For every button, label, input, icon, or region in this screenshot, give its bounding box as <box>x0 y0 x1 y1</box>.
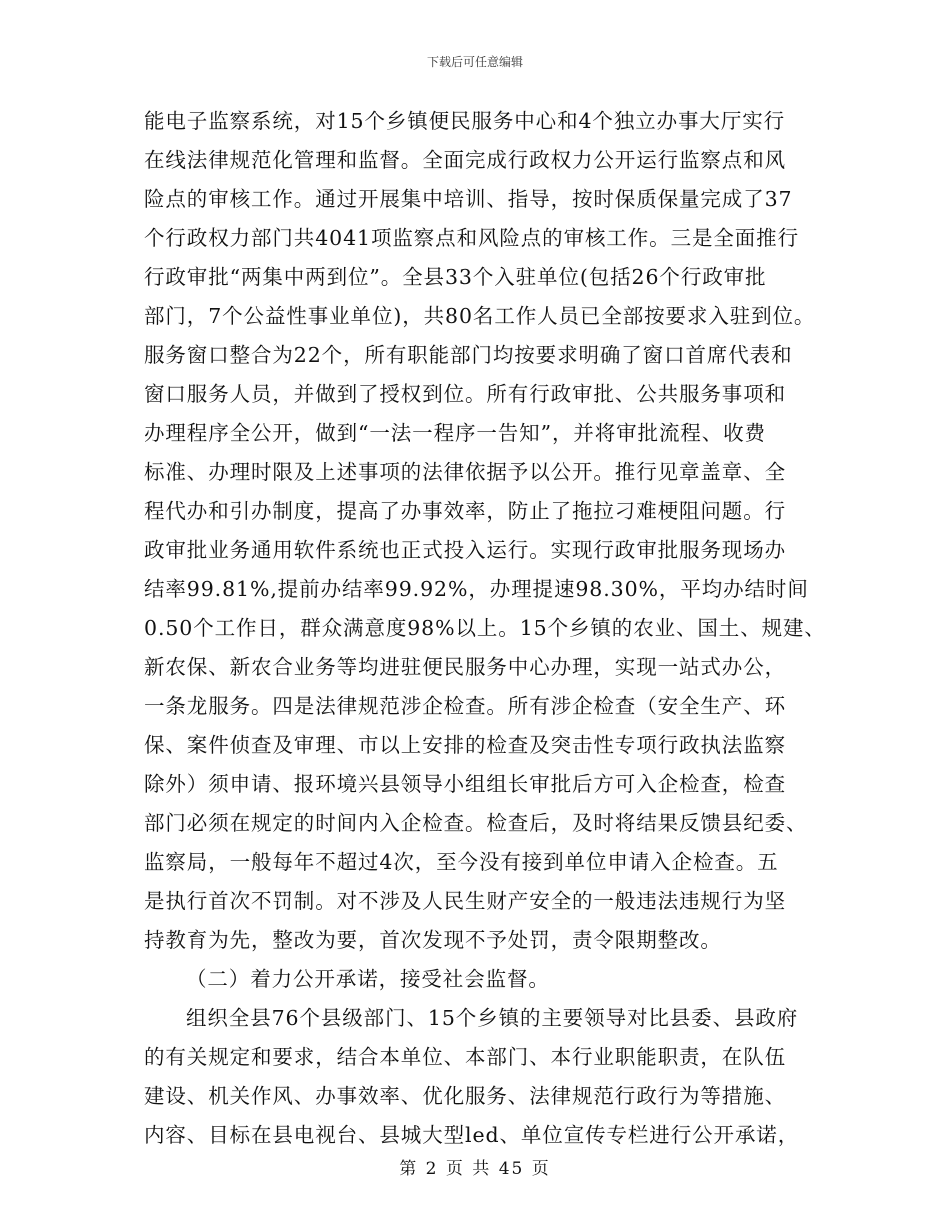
text-line: 的有关规定和要求，结合本单位、本部门、本行业职能职责，在队伍 <box>144 1045 786 1069</box>
text-line: 是执行首次不罚制。对不涉及人民生财产安全的一般违法违规行为坚 <box>144 889 786 913</box>
text-line: 办理程序全公开，做到“一法一程序一告知”，并将审批流程、收费 <box>144 421 766 445</box>
text-line: 持教育为先，整改为要，首次发现不予处罚，责令限期整改。 <box>144 928 722 952</box>
text-line: 险点的审核工作。通过开展集中培训、指导，按时保质保量完成了37 <box>144 187 793 211</box>
text-line: 监察局，一般每年不超过4次，至今没有接到单位申请入企检查。五 <box>144 850 779 874</box>
section-heading: （二）着力公开承诺，接受社会监督。 <box>186 967 550 991</box>
text-line: 政审批业务通用软件系统也正式投入运行。实现行政审批服务现场办 <box>144 538 786 562</box>
text-line: 结率99.81%,提前办结率99.92%，办理提速98.30%，平均办结时间 <box>144 577 809 601</box>
text-line: 窗口服务人员，并做到了授权到位。所有行政审批、公共服务事项和 <box>144 382 786 406</box>
text-line: 程代办和引办制度，提高了办事效率，防止了拖拉刁难梗阻问题。行 <box>144 499 786 523</box>
text-line: 部门，7个公益性事业单位)，共80名工作人员已全部按要求入驻到位。 <box>144 304 816 328</box>
text-line: 服务窗口整合为22个，所有职能部门均按要求明确了窗口首席代表和 <box>144 343 793 367</box>
text-line: 行政审批“两集中两到位”。全县33个入驻单位(包括26个行政审批 <box>144 265 767 289</box>
text-line: 一条龙服务。四是法律规范涉企检查。所有涉企检查（安全生产、环 <box>144 694 786 718</box>
text-line: 能电子监察系统，对15个乡镇便民服务中心和4个独立办事大厅实行 <box>144 109 786 133</box>
text-line: 新农保、新农合业务等均进驻便民服务中心办理，实现一站式办公， <box>144 655 786 679</box>
text-line: 在线法律规范化管理和监督。全面完成行政权力公开运行监察点和风 <box>144 148 786 172</box>
text-line: 标准、办理时限及上述事项的法律依据予以公开。推行见章盖章、全 <box>144 460 786 484</box>
text-line: 保、案件侦查及审理、市以上安排的检查及突击性专项行政执法监察 <box>144 733 786 757</box>
page-header: 下载后可任意编辑 <box>426 55 523 69</box>
text-line: 0.50个工作日，群众满意度98%以上。15个乡镇的农业、国土、规建、 <box>144 616 826 640</box>
text-line: 个行政权力部门共4041项监察点和风险点的审核工作。三是全面推行 <box>144 226 799 250</box>
text-line: 部门必须在规定的时间内入企检查。检查后，及时将结果反馈县纪委、 <box>144 811 808 835</box>
text-line: 除外）须申请、报环境兴县领导小组组长审批后方可入企检查，检查 <box>144 772 786 796</box>
page-footer: 第 2 页 共 45 页 <box>399 1159 551 1179</box>
text-line: 组织全县76个县级部门、15个乡镇的主要领导对比县委、县政府 <box>186 1006 799 1030</box>
text-line: 内容、目标在县电视台、县城大型led、单位宣传专栏进行公开承诺， <box>144 1123 800 1147</box>
text-line: 建设、机关作风、办事效率、优化服务、法律规范行政行为等措施、 <box>144 1084 786 1108</box>
